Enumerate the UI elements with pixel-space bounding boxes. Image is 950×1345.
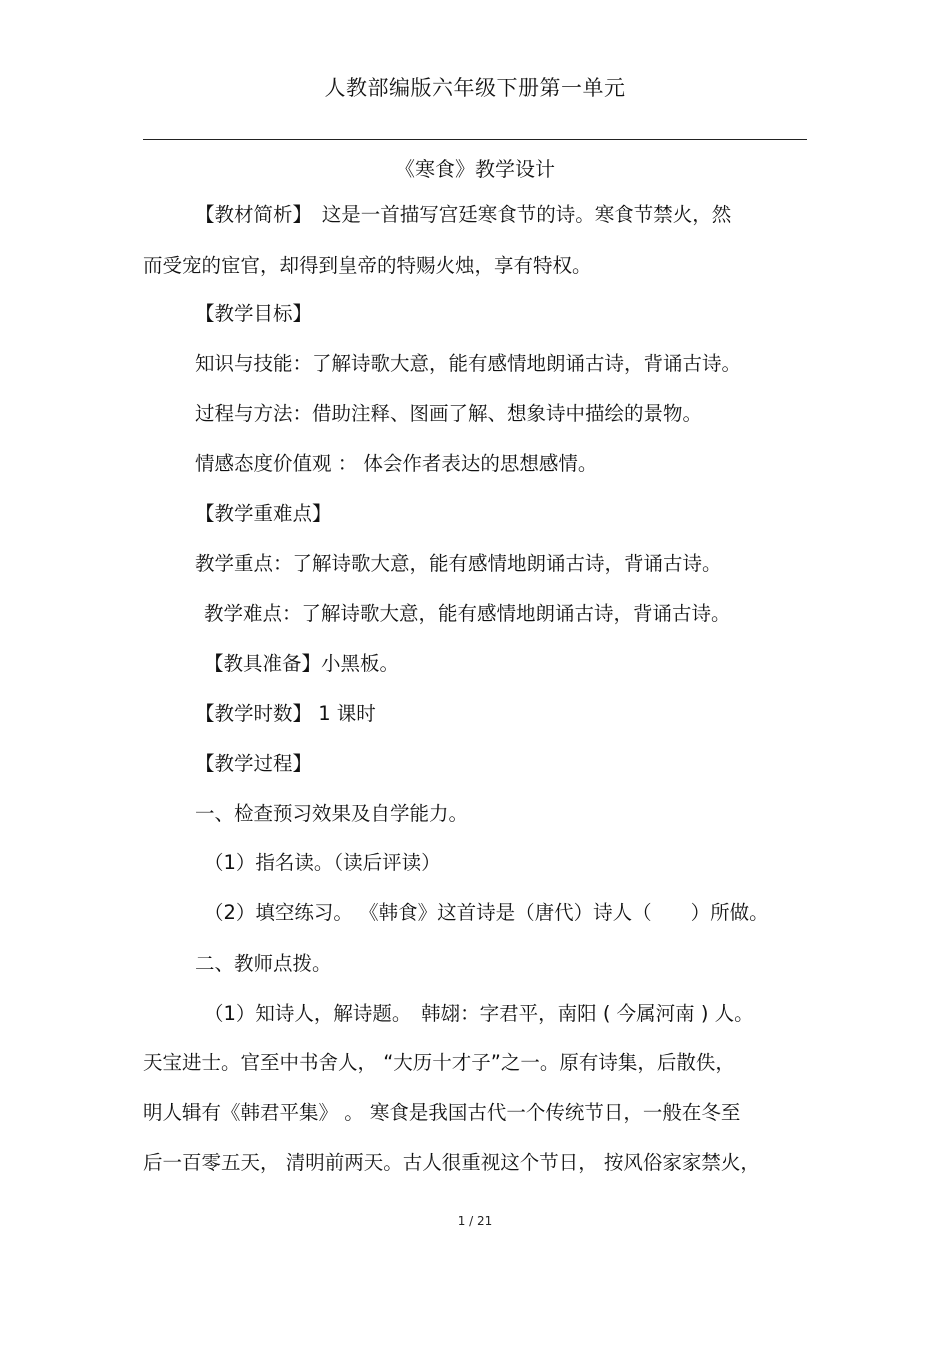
page-indicator: 1 / 21 [457,1214,493,1228]
paragraph-line: 【教具准备】小黑板。 [204,652,400,675]
paragraph-line: 明人辑有《韩君平集》 。 寒食是我国古代一个传统节日，一般在冬至 [143,1101,741,1124]
paragraph-line: 【教材简析】 这是一首描写宫廷寒食节的诗。寒食节禁火，然 [195,203,732,226]
paragraph-line: 后一百零五天， 清明前两天。古人很重视这个节日， 按风俗家家禁火， [143,1151,760,1174]
section-heading: 【教学过程】 [195,752,313,775]
paragraph-line: 教学难点：了解诗歌大意，能有感情地朗诵古诗，背诵古诗。 [204,602,731,625]
section-heading: 【教学目标】 [195,302,313,325]
document-title: 《寒食》教学设计 [395,157,555,181]
paragraph-line: 天宝进士。官至中书舍人， “大历十才子”之一。原有诗集，后散佚， [143,1051,735,1074]
paragraph-line: 教学重点：了解诗歌大意，能有感情地朗诵古诗，背诵古诗。 [195,552,722,575]
paragraph-line: 知识与技能：了解诗歌大意，能有感情地朗诵古诗，背诵古诗。 [195,352,742,375]
paragraph-line: 过程与方法：借助注释、图画了解、想象诗中描绘的景物。 [195,402,703,425]
paragraph-line: 而受宠的宦官，却得到皇帝的特赐火烛，享有特权。 [143,254,592,277]
section-heading: 【教学重难点】 [195,502,332,525]
paragraph-line: 二、教师点拨。 [195,952,332,975]
paragraph-line: 一、检查预习效果及自学能力。 [195,802,469,825]
paragraph-line: （1）知诗人，解诗题。 韩翃：字君平，南阳 ( 今属河南 ) 人。 [204,1002,754,1025]
paragraph-line: （2）填空练习。 《韩食》这首诗是（唐代）诗人（ ）所做。 [204,901,769,924]
paragraph-line: （1）指名读。（读后评读） [204,851,441,874]
running-header: 人教部编版六年级下册第一单元 [324,76,626,100]
paragraph-line: 情感态度价值观 ： 体会作者表达的思想感情。 [195,452,598,475]
paragraph-line: 【教学时数】 1 课时 [195,702,376,725]
header-divider [143,139,807,140]
